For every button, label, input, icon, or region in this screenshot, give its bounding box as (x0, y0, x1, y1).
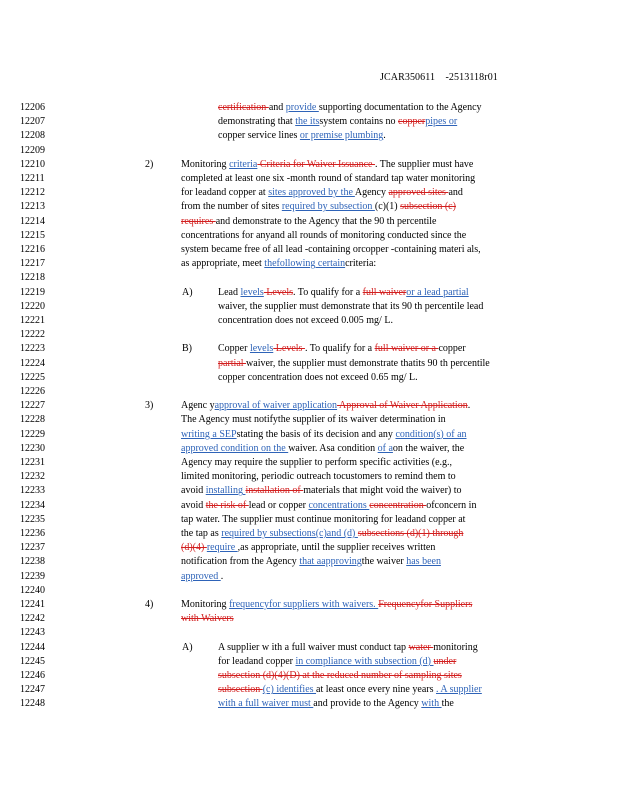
text-line (0, 669, 618, 683)
text-line (0, 385, 618, 399)
text-line (0, 115, 618, 129)
line-number: 12222 (20, 329, 45, 341)
plain-text: stating the basis of its decision and any (236, 428, 396, 440)
line-number: 12215 (20, 229, 45, 241)
line-number: 12232 (20, 471, 45, 483)
text-line (0, 598, 618, 612)
line-number: 12247 (20, 684, 45, 696)
plain-text: A supplier w ith a full waiver must conduct tap (218, 641, 409, 653)
inserted-text: with (421, 698, 442, 710)
line-number: 12219 (20, 286, 45, 298)
plain-text: supporting documentation to the Agency (318, 102, 482, 113)
plain-text: materials that might void the waiver) to (303, 485, 462, 497)
plain-text: tap water. The supplier must continue monitoring for leadand copper at (181, 513, 466, 525)
deleted-text: partial (218, 357, 247, 369)
deleted-text: subsections (d)(1) through (357, 528, 464, 539)
text-line (0, 683, 618, 697)
text-line (0, 129, 618, 143)
inserted-text: that aapproving (299, 556, 362, 568)
plain-text: ofconcern in (426, 499, 477, 511)
plain-text: copper concentration does not exceed 0.65 mg/ L. (218, 371, 418, 383)
line-number: 12244 (20, 641, 45, 653)
plain-text: and (268, 102, 286, 113)
plain-text: . (220, 570, 224, 582)
item-label: 3) (145, 400, 154, 412)
line-text (218, 115, 457, 129)
inserted-text: levels (249, 343, 274, 355)
line-text (218, 655, 456, 669)
plain-text: Agency (354, 187, 389, 199)
text-line (0, 513, 618, 527)
line-text (181, 243, 481, 257)
text-line (0, 399, 618, 413)
deleted-text: Levels (263, 286, 293, 298)
line-text (181, 570, 223, 584)
line-text (181, 527, 463, 541)
deleted-text: the risk of (205, 499, 249, 511)
plain-text: criteria: (345, 258, 377, 270)
plain-text: concentrations for anyand all rounds of monitoring conducted since the (181, 229, 467, 241)
line-text (181, 172, 475, 186)
line-number: 12218 (20, 272, 45, 284)
deleted-text: (d)(4) (181, 542, 207, 554)
plain-text: notification from the Agency (181, 556, 300, 568)
inserted-text: condition(s) of an (395, 428, 467, 440)
plain-text: avoid (181, 485, 206, 497)
line-number: 12246 (20, 670, 45, 681)
line-text (181, 598, 472, 612)
inserted-text: required by subsection (281, 201, 375, 213)
text-line (0, 626, 618, 640)
line-number: 12243 (20, 627, 45, 639)
text-line (0, 697, 618, 711)
line-text (181, 399, 470, 413)
plain-text: copper (438, 343, 466, 355)
inserted-text: . A supplier (435, 684, 482, 696)
item-label: 2) (145, 158, 154, 170)
text-line (0, 570, 618, 584)
text-line (0, 328, 618, 342)
line-text (218, 286, 469, 300)
inserted-text: sites approved by the (268, 187, 355, 199)
text-line (0, 158, 618, 172)
plain-text: lead or copper (248, 499, 309, 511)
inserted-text: provide (285, 102, 319, 113)
deleted-text: Approval of Waiver Application (337, 400, 468, 412)
item-label: B) (182, 343, 192, 355)
line-number: 12235 (20, 513, 45, 525)
plain-text: . To qualify for a (292, 286, 363, 298)
text-line (0, 555, 618, 569)
item-label: A) (182, 641, 193, 653)
plain-text: the tap as (181, 528, 222, 539)
line-text (181, 470, 456, 484)
plain-text: for leadand copper at (181, 187, 269, 199)
plain-text: . (467, 400, 471, 412)
plain-text: ,as appropriate, until the supplier receives written (237, 542, 436, 554)
text-line (0, 101, 618, 115)
line-text (181, 229, 466, 243)
plain-text: and (448, 187, 463, 199)
text-line (0, 271, 618, 285)
text-line (0, 612, 618, 626)
deleted-text: approved sites (388, 187, 449, 199)
line-text (181, 484, 462, 498)
page-header (380, 72, 498, 83)
text-line (0, 641, 618, 655)
line-number: 12238 (20, 556, 45, 568)
line-number: 12223 (20, 343, 45, 355)
line-text (218, 357, 490, 371)
inserted-text: require (206, 542, 238, 554)
inserted-text: approved (181, 570, 221, 582)
text-line (0, 428, 618, 442)
plain-text: Agency may require the supplier to perform specific activities (e.g., (181, 457, 453, 468)
line-text (181, 442, 464, 456)
plain-text: the waiver (361, 556, 407, 568)
plain-text: avoid (181, 499, 206, 511)
line-number: 12206 (20, 102, 45, 113)
line-number: 12221 (20, 315, 45, 326)
plain-text: and provide to the Agency (313, 698, 422, 710)
line-number: 12226 (20, 386, 45, 397)
text-line (0, 541, 618, 555)
line-number: 12207 (20, 116, 45, 128)
text-line (0, 470, 618, 484)
plain-text: waiver. Asa condition (288, 442, 378, 454)
inserted-text: or premise plumbing (299, 130, 384, 142)
line-number: 12213 (20, 201, 45, 213)
text-line (0, 200, 618, 214)
deleted-text: requires (181, 215, 216, 227)
line-number: 12248 (20, 698, 45, 710)
text-line (0, 584, 618, 598)
deleted-text: installation of (245, 485, 304, 497)
line-number: 12239 (20, 570, 45, 582)
line-number: 12217 (20, 258, 45, 270)
inserted-text: (c) identifies (262, 684, 317, 696)
plain-text: waiver, the supplier must demonstrate that its 90 th percentile lead (218, 300, 484, 312)
inserted-text: writing a SEP (181, 428, 237, 440)
plain-text: The Agency must notifythe supplier of its waiver determination in (181, 414, 446, 426)
inserted-text: frequencyfor suppliers with waivers. (229, 599, 379, 610)
line-text (181, 612, 234, 626)
text-line (0, 257, 618, 271)
line-text (181, 257, 376, 271)
inserted-text: concentrations (308, 499, 370, 511)
deleted-text: under (433, 655, 457, 667)
deleted-text: water (408, 641, 434, 653)
inserted-text: approved condition on the (181, 442, 289, 454)
text-line (0, 243, 618, 257)
deleted-text: subsection (c) (400, 201, 456, 213)
inserted-text: required by subsections(c)and (d) (221, 528, 358, 539)
plain-text: the (441, 698, 454, 710)
line-text (218, 300, 483, 314)
doc-code: JCAR350611 (380, 72, 436, 83)
line-number: 12212 (20, 187, 45, 199)
line-number: 12211 (20, 173, 45, 184)
line-text (181, 456, 452, 470)
text-line (0, 527, 618, 541)
plain-text: copper service lines (218, 130, 300, 142)
plain-text: as appropriate, meet (181, 258, 265, 270)
plain-text: concentration does not exceed 0.005 mg/ L. (218, 315, 393, 326)
inserted-text: in compliance with subsection (d) (295, 655, 434, 667)
line-text (218, 669, 462, 683)
text-line (0, 186, 618, 200)
line-text (218, 641, 478, 655)
line-number: 12236 (20, 528, 45, 539)
text-line (0, 499, 618, 513)
inserted-text: of a (377, 442, 393, 454)
doc-revision: -2513118r01 (445, 72, 498, 83)
line-number: 12237 (20, 542, 45, 554)
line-number: 12209 (20, 144, 45, 156)
inserted-text: thefollowing certain (264, 258, 346, 270)
line-text (181, 428, 467, 442)
plain-text: monitoring (433, 641, 478, 653)
deleted-text: Criteria for Waiver Issuance (257, 158, 375, 170)
line-number: 12231 (20, 457, 45, 468)
line-number: 12227 (20, 400, 45, 412)
inserted-text: criteria (229, 158, 258, 170)
text-line (0, 286, 618, 300)
line-text (218, 129, 386, 143)
line-number: 12242 (20, 613, 45, 625)
plain-text: system contains no (319, 116, 398, 128)
plain-text: Copper (218, 343, 250, 355)
deleted-text: full waiver (362, 286, 407, 298)
inserted-text: levels (240, 286, 264, 298)
plain-text: Monitoring (181, 599, 230, 610)
line-number: 12216 (20, 244, 45, 255)
line-number: 12241 (20, 599, 45, 610)
line-number: 12208 (20, 130, 45, 142)
inserted-text: the its (295, 116, 320, 128)
line-number: 12225 (20, 371, 45, 383)
line-text (181, 555, 441, 569)
line-text (181, 215, 436, 229)
text-line (0, 456, 618, 470)
inserted-text: installing (205, 485, 246, 497)
line-number: 12224 (20, 357, 45, 369)
deleted-text: certification (218, 102, 269, 113)
line-text (181, 499, 476, 513)
line-number: 12229 (20, 428, 45, 440)
line-number: 12234 (20, 499, 45, 511)
text-line (0, 442, 618, 456)
text-line (0, 229, 618, 243)
line-text (218, 342, 466, 356)
text-line (0, 172, 618, 186)
text-line (0, 371, 618, 385)
inserted-text: with a full waiver must (218, 698, 314, 710)
plain-text: demonstrating that (218, 116, 296, 128)
plain-text: limited monitoring, periodic outreach tocustomers to remind them to (181, 471, 456, 483)
deleted-text: Frequencyfor Suppliers (378, 599, 473, 610)
plain-text: Agenc y (181, 400, 215, 412)
line-number: 12210 (20, 158, 45, 170)
line-number: 12220 (20, 300, 45, 312)
line-text (218, 314, 393, 328)
text-line (0, 300, 618, 314)
plain-text: from the number of sites (181, 201, 282, 213)
line-text (181, 541, 435, 555)
line-text (218, 371, 418, 385)
plain-text: . The supplier must have (374, 158, 474, 170)
line-number: 12240 (20, 584, 45, 596)
text-line (0, 314, 618, 328)
plain-text: on the waiver, the (392, 442, 465, 454)
plain-text: (c)(1) (374, 201, 401, 213)
plain-text: for leadand copper (218, 655, 296, 667)
plain-text: . To qualify for a (304, 343, 375, 355)
text-line (0, 484, 618, 498)
text-line (0, 342, 618, 356)
line-number: 12245 (20, 655, 45, 667)
line-text (181, 186, 463, 200)
inserted-text: has been (406, 556, 441, 568)
line-number: 12214 (20, 215, 45, 227)
deleted-text: subsection (d)(4)(D) at the reduced number of sampling sites (218, 670, 462, 681)
line-number: 12230 (20, 442, 45, 454)
text-line (0, 655, 618, 669)
plain-text: waiver, the supplier must demonstrate thatits 90 th percentile (246, 357, 490, 369)
inserted-text: approval of waiver application (214, 400, 338, 412)
line-number: 12228 (20, 414, 45, 426)
text-line (0, 413, 618, 427)
text-line (0, 144, 618, 158)
item-label: 4) (145, 599, 154, 610)
text-line (0, 215, 618, 229)
plain-text: system became free of all lead -containing orcopper -containing materi als, (181, 244, 481, 255)
item-label: A) (182, 286, 193, 298)
text-line (0, 357, 618, 371)
plain-text: Monitoring (181, 158, 230, 170)
deleted-text: with Waivers (181, 613, 234, 625)
inserted-text: or a lead partial (406, 286, 469, 298)
plain-text: at least once every nine years (316, 684, 436, 696)
plain-text: Lead (218, 286, 241, 298)
deleted-text: full waiver or a (374, 343, 439, 355)
line-text (181, 200, 456, 214)
plain-text: . (383, 130, 386, 142)
deleted-text: subsection (218, 684, 263, 696)
inserted-text: pipes or (425, 116, 458, 128)
line-text (218, 683, 482, 697)
line-text (218, 101, 482, 115)
line-text (218, 697, 454, 711)
plain-text: completed at least one six -month round of standard tap water monitoring (181, 173, 476, 184)
deleted-text: copper (398, 116, 426, 128)
line-text (181, 513, 465, 527)
deleted-text: Levels (273, 343, 305, 355)
line-text (181, 413, 446, 427)
plain-text: and demonstrate to the Agency that the 90 th percentile (215, 215, 437, 227)
line-number: 12233 (20, 485, 45, 497)
line-text (181, 158, 473, 172)
deleted-text: concentration (369, 499, 427, 511)
